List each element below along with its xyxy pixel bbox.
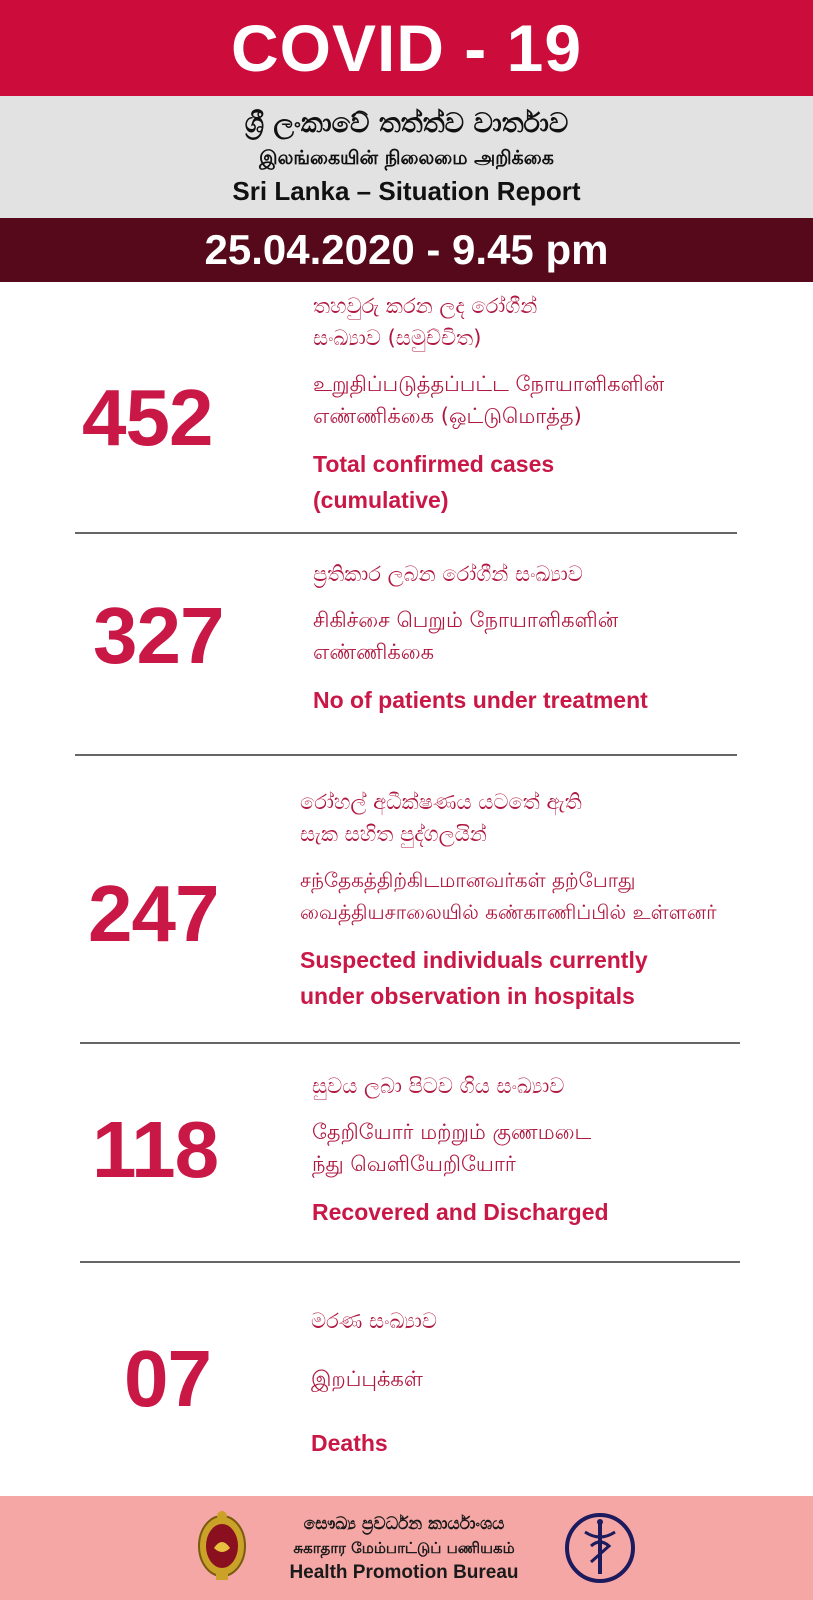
label-english-line1: No of patients under treatment [313,687,648,713]
stat-suspected-observation [0,786,813,1036]
stat-value: 452 [82,373,213,462]
stat-value: 327 [93,591,224,680]
health-promotion-bureau-logo-icon [563,1508,637,1588]
date-band [0,218,813,282]
label-sinhala-line2: සැක සහිත පුද්ගලයින් [300,822,487,846]
report-datetime: 25.04.2020 - 9.45 pm [204,226,609,273]
label-sinhala-line2: සංඛ්‍යාව (සමුච්චිත) [313,326,482,350]
stat-labels [312,1070,609,1230]
label-english-line1: Suspected individuals currently [300,947,648,973]
divider [75,754,737,756]
page-title: COVID - 19 [230,11,583,85]
stat-labels [313,290,664,518]
label-english-line1: Total confirmed cases [313,451,555,477]
label-tamil-line2: வைத்தியசாலையில் கண்காணிப்பில் உள்ளனர் [300,900,717,924]
label-tamil-line1: தேறியோர் மற்றும் குணமடை [312,1120,592,1144]
label-english-line2: under observation in hospitals [300,983,635,1009]
label-sinhala-line1: තහවුරු කරන ලද රෝගීන් [313,294,538,318]
label-tamil-line2: எண்ணிக்கை [313,640,435,664]
divider [80,1261,740,1263]
title-banner [0,0,813,96]
org-name-english: Health Promotion Bureau [289,1562,519,1583]
sri-lanka-emblem-icon [196,1508,248,1586]
label-tamil-line2: ந்து வெளியேறியோர் [312,1152,516,1176]
divider [75,532,737,534]
label-tamil-line1: உறுதிப்படுத்தப்பட்ட நோயாளிகளின் [313,372,665,396]
stat-value: 07 [124,1334,211,1423]
label-sinhala-line1: මරණ සංඛ්‍යාව [311,1309,437,1333]
label-tamil-line1: இறப்புக்கள் [311,1367,423,1391]
org-name-sinhala: සෞඛ්‍ය ප්‍රවර්ධන කාර්යාංශය [303,1514,505,1534]
label-sinhala-line1: සුවය ලබා පිටව ගිය සංඛ්‍යාව [312,1074,565,1098]
stat-labels [313,558,648,718]
subtitle-tamil: இலங்கையின் நிலைமை அறிக்கை [259,147,554,169]
stat-value: 247 [88,869,219,958]
stat-value: 118 [92,1105,219,1194]
label-sinhala-line1: රෝහල් අධීක්ෂණය යටතේ ඇති [300,790,582,814]
footer [0,1496,813,1600]
label-sinhala-line1: ප්‍රතිකාර ලබන රෝගීන් සංඛ්‍යාව [313,562,583,586]
label-english-line1: Deaths [311,1430,388,1456]
label-tamil-line2: எண்ணிக்கை (ஒட்டுமொத்த) [313,404,582,428]
subtitle-sinhala: ශ්‍රී ලංකාවේ තත්ත්ව වාර්තාව [244,108,569,139]
stat-under-treatment [0,550,813,755]
label-tamil-line1: சிகிச்சை பெறும் நோயாளிகளின் [313,608,619,632]
subtitle-english: Sri Lanka – Situation Report [232,176,581,206]
stat-recovered [0,1070,813,1265]
stat-labels [311,1305,437,1461]
stat-deaths [0,1303,813,1488]
org-name-tamil: சுகாதார மேம்பாட்டுப் பணியகம் [293,1539,515,1557]
label-english-line1: Recovered and Discharged [312,1199,609,1225]
divider [80,1042,740,1044]
stat-labels [300,786,717,1014]
label-tamil-line1: சந்தேகத்திற்கிடமானவர்கள் தற்போது [300,868,636,892]
label-english-line2: (cumulative) [313,487,449,513]
stat-total-confirmed [0,282,813,534]
org-name-block [254,1512,554,1586]
subtitle-band [0,96,813,218]
